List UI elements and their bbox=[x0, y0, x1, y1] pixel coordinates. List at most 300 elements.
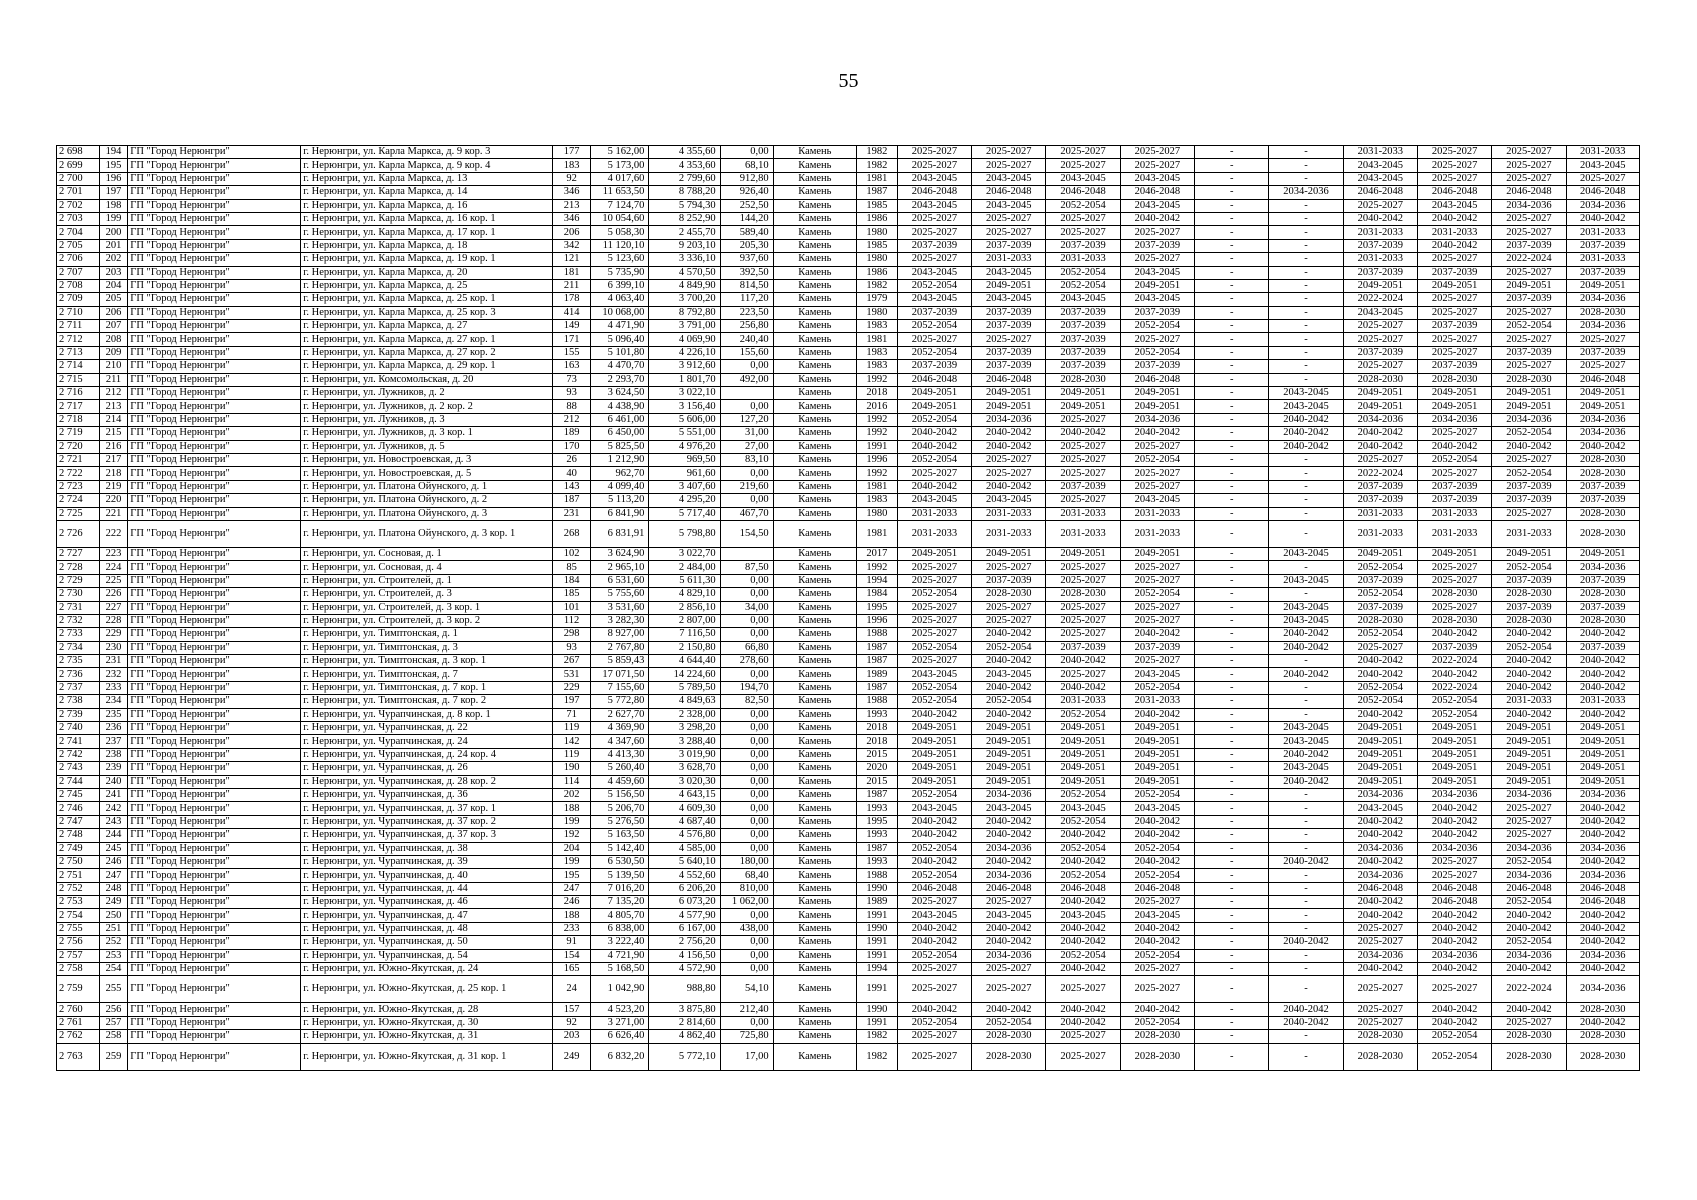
table-cell: 2040-2042 bbox=[1120, 829, 1194, 842]
table-cell: 206 bbox=[99, 306, 128, 319]
table-cell: Камень bbox=[773, 802, 856, 815]
table-cell: 2025-2027 bbox=[972, 614, 1046, 627]
table-cell: ГП "Город Нерюнгри" bbox=[128, 186, 301, 199]
table-cell: 2 736 bbox=[57, 668, 100, 681]
table-cell: 68,10 bbox=[720, 159, 773, 172]
table-cell: 2040-2042 bbox=[972, 708, 1046, 721]
table-cell: 2043-2045 bbox=[972, 494, 1046, 507]
table-cell: 1 801,70 bbox=[649, 373, 720, 386]
table-cell: 2040-2042 bbox=[1417, 212, 1491, 225]
table-row bbox=[57, 266, 1640, 279]
table-cell: 181 bbox=[552, 266, 591, 279]
table-cell: 2031-2033 bbox=[1046, 695, 1120, 708]
table-cell: 2 752 bbox=[57, 882, 100, 895]
table-cell: 2 762 bbox=[57, 1030, 100, 1043]
table-cell: 2040-2042 bbox=[1417, 628, 1491, 641]
table-cell: Камень bbox=[773, 628, 856, 641]
table-cell: 2037-2039 bbox=[972, 239, 1046, 252]
table-cell: Камень bbox=[773, 882, 856, 895]
data-table bbox=[56, 145, 1640, 1071]
table-cell: 1986 bbox=[857, 212, 898, 225]
table-cell: г. Нерюнгри, ул. Южно-Якутская, д. 30 bbox=[301, 1016, 552, 1029]
table-cell: 3 020,30 bbox=[649, 775, 720, 788]
table-cell: - bbox=[1195, 320, 1269, 333]
table-cell: 10 068,00 bbox=[591, 306, 649, 319]
table-cell: 5 859,43 bbox=[591, 655, 649, 668]
table-cell: 2040-2042 bbox=[1120, 628, 1194, 641]
table-cell: 250 bbox=[99, 909, 128, 922]
table-cell: 194,70 bbox=[720, 681, 773, 694]
table-cell: 2052-2054 bbox=[897, 641, 971, 654]
table-cell: 9 203,10 bbox=[649, 239, 720, 252]
table-cell: 2040-2042 bbox=[1120, 815, 1194, 828]
table-cell: 5 142,40 bbox=[591, 842, 649, 855]
table-cell: г. Нерюнгри, ул. Тимптонская, д. 7 кор. 1 bbox=[301, 681, 552, 694]
table-cell: 2040-2042 bbox=[1343, 855, 1417, 868]
table-cell: 2028-2030 bbox=[1417, 614, 1491, 627]
table-cell: 2049-2051 bbox=[1046, 762, 1120, 775]
table-cell: 2040-2042 bbox=[1566, 668, 1639, 681]
table-cell: 2025-2027 bbox=[1046, 440, 1120, 453]
table-cell: 2040-2042 bbox=[1343, 427, 1417, 440]
table-cell: 5 058,30 bbox=[591, 226, 649, 239]
table-cell: 2025-2027 bbox=[972, 226, 1046, 239]
table-cell: 2043-2045 bbox=[1046, 293, 1120, 306]
table-cell: 2040-2042 bbox=[1046, 963, 1120, 976]
table-row bbox=[57, 440, 1640, 453]
table-cell: 199 bbox=[552, 815, 591, 828]
table-cell: г. Нерюнгри, ул. Платона Ойунского, д. 3 bbox=[301, 507, 552, 520]
table-cell: 2040-2042 bbox=[1566, 963, 1639, 976]
table-cell: 2025-2027 bbox=[972, 601, 1046, 614]
table-cell: 2025-2027 bbox=[1417, 427, 1491, 440]
table-cell: 2043-2045 bbox=[1046, 802, 1120, 815]
table-cell: 2040-2042 bbox=[1046, 855, 1120, 868]
table-cell: ГП "Город Нерюнгри" bbox=[128, 400, 301, 413]
table-row bbox=[57, 507, 1640, 520]
table-cell: 2043-2045 bbox=[1120, 293, 1194, 306]
table-cell: 1983 bbox=[857, 494, 898, 507]
table-cell: 2025-2027 bbox=[1492, 360, 1566, 373]
table-cell: 467,70 bbox=[720, 507, 773, 520]
table-cell: 1988 bbox=[857, 695, 898, 708]
table-cell: 2025-2027 bbox=[1046, 614, 1120, 627]
table-cell: ГП "Город Нерюнгри" bbox=[128, 976, 301, 1003]
table-cell: Камень bbox=[773, 641, 856, 654]
table-cell: - bbox=[1269, 708, 1343, 721]
table-cell: - bbox=[1269, 226, 1343, 239]
table-cell: г. Нерюнгри, ул. Комсомольская, д. 20 bbox=[301, 373, 552, 386]
table-cell: 2037-2039 bbox=[1492, 239, 1566, 252]
table-cell: 2025-2027 bbox=[1120, 467, 1194, 480]
table-cell: 163 bbox=[552, 360, 591, 373]
table-cell: 1990 bbox=[857, 1003, 898, 1016]
table-cell: 2046-2048 bbox=[897, 186, 971, 199]
table-cell: 1996 bbox=[857, 453, 898, 466]
table-cell: 2049-2051 bbox=[972, 775, 1046, 788]
table-cell: 6 530,50 bbox=[591, 855, 649, 868]
table-row bbox=[57, 239, 1640, 252]
table-cell: г. Нерюнгри, ул. Сосновая, д. 1 bbox=[301, 547, 552, 560]
table-cell: 237 bbox=[99, 735, 128, 748]
table-cell: 2040-2042 bbox=[1269, 936, 1343, 949]
table-row bbox=[57, 427, 1640, 440]
table-cell: 171 bbox=[552, 333, 591, 346]
table-cell: 2049-2051 bbox=[1492, 748, 1566, 761]
table-cell: 101 bbox=[552, 601, 591, 614]
table-cell: 1982 bbox=[857, 146, 898, 159]
table-cell: 40 bbox=[552, 467, 591, 480]
table-cell: 2043-2045 bbox=[897, 494, 971, 507]
table-cell: - bbox=[1195, 172, 1269, 185]
table-cell: 2025-2027 bbox=[1343, 936, 1417, 949]
table-cell: г. Нерюнгри, ул. Новостроевская, д. 5 bbox=[301, 467, 552, 480]
table-cell: - bbox=[1269, 788, 1343, 801]
table-cell: 2028-2030 bbox=[1566, 1003, 1639, 1016]
table-cell: 197 bbox=[552, 695, 591, 708]
table-cell: 2040-2042 bbox=[1417, 239, 1491, 252]
table-cell: 2 733 bbox=[57, 628, 100, 641]
table-cell: г. Нерюнгри, ул. Чурапчинская, д. 36 bbox=[301, 788, 552, 801]
table-cell: - bbox=[1195, 1016, 1269, 1029]
table-cell: 0,00 bbox=[720, 614, 773, 627]
table-cell: ГП "Город Нерюнгри" bbox=[128, 293, 301, 306]
table-cell: 4 523,20 bbox=[591, 1003, 649, 1016]
table-cell: ГП "Город Нерюнгри" bbox=[128, 829, 301, 842]
table-cell: 2025-2027 bbox=[1120, 226, 1194, 239]
table-cell: 142 bbox=[552, 735, 591, 748]
table-cell: 2015 bbox=[857, 775, 898, 788]
table-cell: 2 717 bbox=[57, 400, 100, 413]
table-cell: 2022-2024 bbox=[1492, 253, 1566, 266]
table-cell: 2049-2051 bbox=[1046, 400, 1120, 413]
table-cell: 2031-2033 bbox=[1046, 520, 1120, 547]
table-cell: 2043-2045 bbox=[897, 802, 971, 815]
table-row bbox=[57, 293, 1640, 306]
table-cell: 235 bbox=[99, 708, 128, 721]
table-cell: 2049-2051 bbox=[1120, 400, 1194, 413]
table-cell: 2 741 bbox=[57, 735, 100, 748]
table-cell: 2025-2027 bbox=[1343, 320, 1417, 333]
table-cell: 2052-2054 bbox=[897, 788, 971, 801]
table-cell: 2025-2027 bbox=[1046, 146, 1120, 159]
table-cell: 2049-2051 bbox=[1120, 387, 1194, 400]
table-cell: 2018 bbox=[857, 722, 898, 735]
table-cell: 2043-2045 bbox=[897, 266, 971, 279]
table-cell: 1982 bbox=[857, 1043, 898, 1070]
table-cell: ГП "Город Нерюнгри" bbox=[128, 655, 301, 668]
table-cell: - bbox=[1269, 159, 1343, 172]
table-cell: 5 139,50 bbox=[591, 869, 649, 882]
table-cell: 0,00 bbox=[720, 909, 773, 922]
table-cell: г. Нерюнгри, ул. Карла Маркса, д. 27 кор. 1 bbox=[301, 333, 552, 346]
table-cell: - bbox=[1269, 520, 1343, 547]
table-cell: - bbox=[1195, 266, 1269, 279]
table-cell: 2025-2027 bbox=[1492, 802, 1566, 815]
table-cell: 2025-2027 bbox=[1492, 829, 1566, 842]
table-cell: 2040-2042 bbox=[897, 1003, 971, 1016]
table-cell: 2040-2042 bbox=[1343, 668, 1417, 681]
table-cell: 252 bbox=[99, 936, 128, 949]
table-cell: 2028-2030 bbox=[1566, 614, 1639, 627]
table-cell: 2046-2048 bbox=[1566, 896, 1639, 909]
table-cell: - bbox=[1195, 413, 1269, 426]
table-cell: ГП "Город Нерюнгри" bbox=[128, 869, 301, 882]
table-cell: 257 bbox=[99, 1016, 128, 1029]
table-row bbox=[57, 802, 1640, 815]
table-cell: 2037-2039 bbox=[972, 346, 1046, 359]
table-cell: 1985 bbox=[857, 239, 898, 252]
table-cell: ГП "Город Нерюнгри" bbox=[128, 614, 301, 627]
table-cell: 2049-2051 bbox=[1492, 775, 1566, 788]
table-cell: - bbox=[1195, 253, 1269, 266]
table-cell: 5 113,20 bbox=[591, 494, 649, 507]
table-cell: 2049-2051 bbox=[1417, 279, 1491, 292]
table-cell: 912,80 bbox=[720, 172, 773, 185]
table-cell: 2040-2042 bbox=[1120, 427, 1194, 440]
table-cell: - bbox=[1195, 963, 1269, 976]
table-cell: Камень bbox=[773, 427, 856, 440]
table-cell: 2025-2027 bbox=[1046, 159, 1120, 172]
table-cell: - bbox=[1195, 896, 1269, 909]
table-cell: 203 bbox=[99, 266, 128, 279]
table-cell: 2025-2027 bbox=[1417, 869, 1491, 882]
table-cell: Камень bbox=[773, 373, 856, 386]
table-cell: 2022-2024 bbox=[1492, 976, 1566, 1003]
table-cell: 93 bbox=[552, 387, 591, 400]
table-cell: ГП "Город Нерюнгри" bbox=[128, 440, 301, 453]
table-cell: 2 731 bbox=[57, 601, 100, 614]
table-cell: 2031-2033 bbox=[1417, 520, 1491, 547]
table-cell: 3 298,20 bbox=[649, 722, 720, 735]
table-cell: 2049-2051 bbox=[1343, 722, 1417, 735]
table-cell: 215 bbox=[99, 427, 128, 440]
table-cell: 2 740 bbox=[57, 722, 100, 735]
table-cell: 1992 bbox=[857, 413, 898, 426]
table-cell: 2049-2051 bbox=[897, 387, 971, 400]
table-cell: 1981 bbox=[857, 172, 898, 185]
table-cell: 3 271,00 bbox=[591, 1016, 649, 1029]
table-cell: 2025-2027 bbox=[1492, 266, 1566, 279]
table-cell: ГП "Город Нерюнгри" bbox=[128, 494, 301, 507]
table-cell: ГП "Город Нерюнгри" bbox=[128, 1016, 301, 1029]
table-cell: 2025-2027 bbox=[1120, 896, 1194, 909]
table-cell: - bbox=[1195, 333, 1269, 346]
table-cell: 202 bbox=[552, 788, 591, 801]
table-cell: 211 bbox=[552, 279, 591, 292]
table-cell: г. Нерюнгри, ул. Чурапчинская, д. 48 bbox=[301, 922, 552, 935]
table-cell: 2049-2051 bbox=[897, 748, 971, 761]
table-cell: 2025-2027 bbox=[1046, 561, 1120, 574]
table-cell: 2025-2027 bbox=[1046, 668, 1120, 681]
table-cell: 238 bbox=[99, 748, 128, 761]
table-cell: 178 bbox=[552, 293, 591, 306]
table-cell: 2037-2039 bbox=[1046, 306, 1120, 319]
table-cell: 2040-2042 bbox=[1343, 815, 1417, 828]
table-cell: 233 bbox=[99, 681, 128, 694]
table-row bbox=[57, 681, 1640, 694]
table-cell: 1987 bbox=[857, 788, 898, 801]
table-cell: 2031-2033 bbox=[1566, 226, 1639, 239]
table-cell: 192 bbox=[552, 829, 591, 842]
table-cell: 1995 bbox=[857, 601, 898, 614]
table-cell: 2049-2051 bbox=[972, 387, 1046, 400]
table-cell: 2040-2042 bbox=[1417, 922, 1491, 935]
table-cell: Камень bbox=[773, 601, 856, 614]
table-cell: 231 bbox=[99, 655, 128, 668]
table-cell: 2052-2054 bbox=[1046, 266, 1120, 279]
table-cell: 2046-2048 bbox=[1492, 882, 1566, 895]
table-row bbox=[57, 413, 1640, 426]
table-row bbox=[57, 333, 1640, 346]
table-cell: 2028-2030 bbox=[972, 588, 1046, 601]
table-cell: - bbox=[1269, 146, 1343, 159]
table-cell: - bbox=[1269, 695, 1343, 708]
table-cell: 2046-2048 bbox=[1566, 186, 1639, 199]
table-cell: 4 849,63 bbox=[649, 695, 720, 708]
table-cell: 6 167,00 bbox=[649, 922, 720, 935]
table-cell: - bbox=[1195, 762, 1269, 775]
table-cell: 2031-2033 bbox=[1343, 146, 1417, 159]
table-cell: 2028-2030 bbox=[1492, 373, 1566, 386]
table-row bbox=[57, 574, 1640, 587]
table-cell: 492,00 bbox=[720, 373, 773, 386]
table-cell: 3 624,90 bbox=[591, 547, 649, 560]
table-cell: 87,50 bbox=[720, 561, 773, 574]
table-cell: 2037-2039 bbox=[1417, 320, 1491, 333]
table-cell: 240,40 bbox=[720, 333, 773, 346]
table-cell: 2028-2030 bbox=[1343, 614, 1417, 627]
table-cell: - bbox=[1269, 922, 1343, 935]
table-cell: 2040-2042 bbox=[1566, 708, 1639, 721]
table-cell: 200 bbox=[99, 226, 128, 239]
table-cell: 2049-2051 bbox=[897, 722, 971, 735]
table-cell: 2049-2051 bbox=[1492, 722, 1566, 735]
table-cell: ГП "Город Нерюнгри" bbox=[128, 802, 301, 815]
table-cell: г. Нерюнгри, ул. Строителей, д. 3 кор. 1 bbox=[301, 601, 552, 614]
table-cell: 249 bbox=[552, 1043, 591, 1070]
table-cell: 114 bbox=[552, 775, 591, 788]
table-cell: 1991 bbox=[857, 1016, 898, 1029]
table-cell: 1993 bbox=[857, 855, 898, 868]
table-cell: 2025-2027 bbox=[972, 896, 1046, 909]
table-cell: 1987 bbox=[857, 655, 898, 668]
table-cell: г. Нерюнгри, ул. Чурапчинская, д. 40 bbox=[301, 869, 552, 882]
table-cell: - bbox=[1269, 842, 1343, 855]
table-cell: - bbox=[1269, 239, 1343, 252]
table-cell: 2052-2054 bbox=[1046, 788, 1120, 801]
table-cell: Камень bbox=[773, 695, 856, 708]
table-cell: 2040-2042 bbox=[897, 440, 971, 453]
table-cell: ГП "Город Нерюнгри" bbox=[128, 279, 301, 292]
table-cell: 2037-2039 bbox=[1046, 641, 1120, 654]
table-cell: 2025-2027 bbox=[1343, 360, 1417, 373]
table-cell: Камень bbox=[773, 387, 856, 400]
table-cell: 2043-2045 bbox=[1269, 574, 1343, 587]
table-cell: 2040-2042 bbox=[1417, 1016, 1491, 1029]
table-cell: 2034-2036 bbox=[1343, 413, 1417, 426]
table-cell: 3 791,00 bbox=[649, 320, 720, 333]
table-cell: 926,40 bbox=[720, 186, 773, 199]
table-cell: 2025-2027 bbox=[1417, 346, 1491, 359]
table-cell: Камень bbox=[773, 963, 856, 976]
table-cell: 2025-2027 bbox=[1566, 360, 1639, 373]
table-cell: ГП "Город Нерюнгри" bbox=[128, 333, 301, 346]
table-cell: 195 bbox=[99, 159, 128, 172]
table-cell: 2031-2033 bbox=[1343, 507, 1417, 520]
table-cell: 2040-2042 bbox=[1417, 668, 1491, 681]
table-cell: 5 794,30 bbox=[649, 199, 720, 212]
table-cell: 4 226,10 bbox=[649, 346, 720, 359]
table-cell: 2046-2048 bbox=[1417, 882, 1491, 895]
table-cell: 1992 bbox=[857, 467, 898, 480]
table-cell: 2049-2051 bbox=[1417, 775, 1491, 788]
table-cell: 2037-2039 bbox=[1120, 306, 1194, 319]
table-cell: 5 162,00 bbox=[591, 146, 649, 159]
table-cell: Камень bbox=[773, 413, 856, 426]
table-cell: 91 bbox=[552, 936, 591, 949]
table-cell: 2040-2042 bbox=[1417, 909, 1491, 922]
table-cell: 2025-2027 bbox=[1417, 855, 1491, 868]
table-cell: 1987 bbox=[857, 641, 898, 654]
table-cell: ГП "Город Нерюнгри" bbox=[128, 146, 301, 159]
table-cell: 2049-2051 bbox=[1120, 722, 1194, 735]
table-cell: 205 bbox=[99, 293, 128, 306]
table-cell: ГП "Город Нерюнгри" bbox=[128, 467, 301, 480]
table-cell: 2 698 bbox=[57, 146, 100, 159]
table-cell: 4 643,15 bbox=[649, 788, 720, 801]
table-cell: Камень bbox=[773, 360, 856, 373]
table-cell: 1982 bbox=[857, 159, 898, 172]
table-cell: 4 572,90 bbox=[649, 963, 720, 976]
table-row bbox=[57, 909, 1640, 922]
table-cell: 0,00 bbox=[720, 668, 773, 681]
table-cell: 1983 bbox=[857, 320, 898, 333]
table-cell: 2040-2042 bbox=[1269, 855, 1343, 868]
table-cell: 2034-2036 bbox=[972, 842, 1046, 855]
table-cell: 2025-2027 bbox=[1120, 253, 1194, 266]
table-cell: 4 369,90 bbox=[591, 722, 649, 735]
table-cell: 2037-2039 bbox=[1566, 601, 1639, 614]
table-cell: - bbox=[1269, 896, 1343, 909]
table-cell: г. Нерюнгри, ул. Лужников, д. 5 bbox=[301, 440, 552, 453]
table-cell: 2052-2054 bbox=[897, 842, 971, 855]
table-row bbox=[57, 949, 1640, 962]
table-cell: 5 173,00 bbox=[591, 159, 649, 172]
table-cell: 2040-2042 bbox=[1492, 708, 1566, 721]
table-cell: г. Нерюнгри, ул. Строителей, д. 1 bbox=[301, 574, 552, 587]
table-cell: 2031-2033 bbox=[1343, 253, 1417, 266]
table-cell: 1982 bbox=[857, 279, 898, 292]
table-cell: 155,60 bbox=[720, 346, 773, 359]
table-cell: 2028-2030 bbox=[1343, 1043, 1417, 1070]
table-cell: 2025-2027 bbox=[1566, 172, 1639, 185]
table-cell: ГП "Город Нерюнгри" bbox=[128, 722, 301, 735]
table-cell: г. Нерюнгри, ул. Карла Маркса, д. 16 кор. 1 bbox=[301, 212, 552, 225]
table-cell: 229 bbox=[99, 628, 128, 641]
table-cell: 2049-2051 bbox=[1417, 387, 1491, 400]
table-cell: г. Нерюнгри, ул. Сосновая, д. 4 bbox=[301, 561, 552, 574]
table-cell: г. Нерюнгри, ул. Лужников, д. 2 кор. 2 bbox=[301, 400, 552, 413]
table-row bbox=[57, 360, 1640, 373]
table-cell: ГП "Город Нерюнгри" bbox=[128, 561, 301, 574]
table-cell: 0,00 bbox=[720, 708, 773, 721]
table-cell: г. Нерюнгри, ул. Тимптонская, д. 1 bbox=[301, 628, 552, 641]
table-cell: ГП "Город Нерюнгри" bbox=[128, 896, 301, 909]
table-cell: Камень bbox=[773, 400, 856, 413]
table-cell: 2 705 bbox=[57, 239, 100, 252]
table-cell: 2049-2051 bbox=[897, 735, 971, 748]
